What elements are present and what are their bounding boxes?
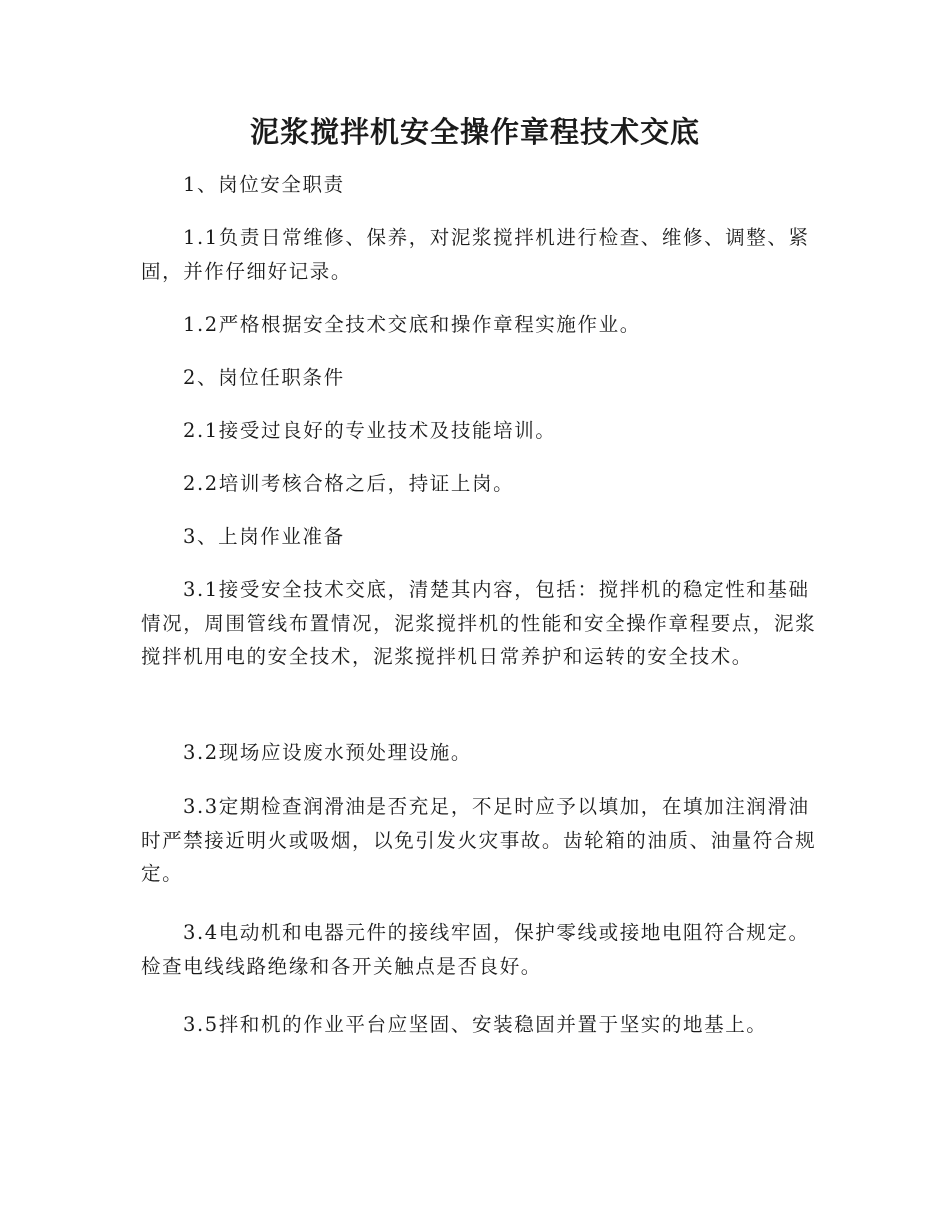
paragraph: 1.1负责日常维修、保养，对泥浆搅拌机进行检查、维修、调整、紧固，并作仔细好记录。 xyxy=(141,226,810,283)
paragraph: 3.5拌和机的作业平台应坚固、安装稳固并置于坚实的地基上。 xyxy=(183,1013,768,1036)
document-title: 泥浆搅拌机安全操作章程技术交底 xyxy=(249,115,700,149)
paragraph: 3.3定期检查润滑油是否充足，不足时应予以填加，在填加注润滑油时严禁接近明火或吸烟，以免引发火灾事故。齿轮箱的油质、油量符合规定。 xyxy=(141,795,817,885)
paragraph: 3.1接受安全技术交底，清楚其内容，包括：搅拌机的稳定性和基础情况，周围管线布置情况，泥浆搅拌机的性能和安全操作章程要点，泥浆搅拌机用电的安全技术，泥浆搅拌机日常养护和运转的安全技术。 xyxy=(141,578,817,668)
section-heading: 2、岗位任职条件 xyxy=(183,366,345,389)
paragraph: 1.2严格根据安全技术交底和操作章程实施作业。 xyxy=(183,313,641,336)
paragraph: 3.2现场应设废水预处理设施。 xyxy=(183,741,473,764)
section-heading: 1、岗位安全职责 xyxy=(183,173,345,196)
paragraph: 2.1接受过良好的专业技术及技能培训。 xyxy=(183,419,557,442)
paragraph: 3.4电动机和电器元件的接线牢固，保护零线或接地电阻符合规定。检查电线线路绝缘和各开关触点是否良好。 xyxy=(141,921,810,978)
section-heading: 3、上岗作业准备 xyxy=(183,525,345,548)
paragraph: 2.2培训考核合格之后，持证上岗。 xyxy=(183,472,515,495)
